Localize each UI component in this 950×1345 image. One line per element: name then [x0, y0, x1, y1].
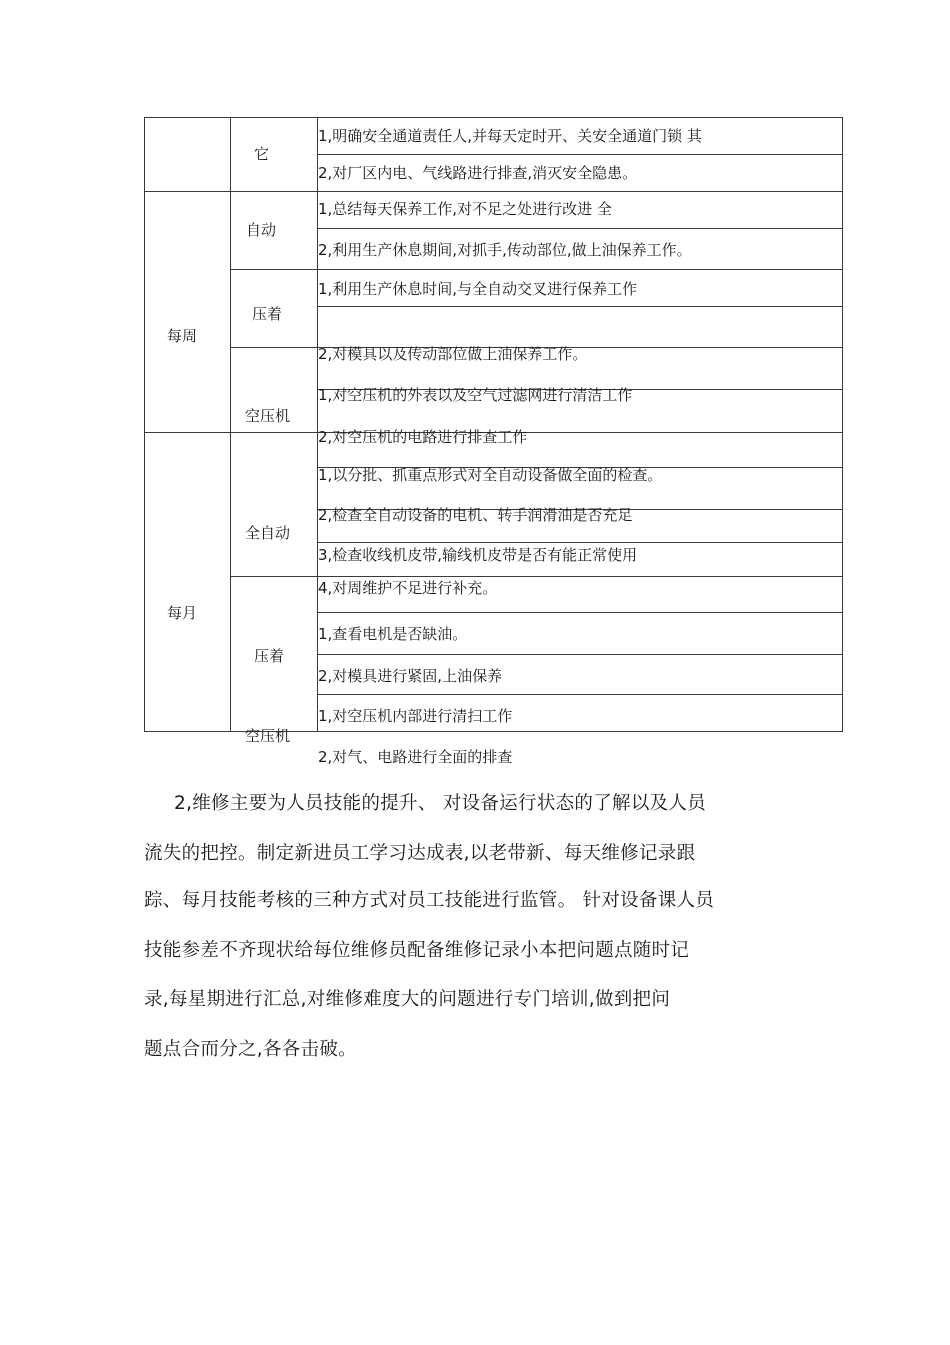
sub-divider	[230, 576, 843, 577]
table-item: 1,总结每天保养工作,对不足之处进行改进 全	[318, 200, 612, 218]
row-divider	[317, 306, 843, 307]
table-item: 2,对模具进行紧固,上油保养	[318, 667, 503, 685]
table-item: 1,对空压机内部进行清扫工作	[318, 707, 513, 725]
sub-label: 它	[254, 145, 270, 163]
sub-label: 压着	[254, 647, 285, 665]
table-border-top	[144, 117, 843, 118]
table-item: 1,查看电机是否缺油。	[318, 625, 468, 643]
row-divider	[317, 612, 843, 613]
paragraph-line: 题点合而分之,各各击破。	[144, 1039, 357, 1060]
table-item: 1,利用生产休息时间,与全自动交叉进行保养工作	[318, 280, 638, 298]
paragraph-line: 踪、每月技能考核的三种方式对员工技能进行监管。 针对设备课人员	[144, 890, 715, 911]
table-item: 2,检查全自动设备的电机、转手润滑油是否充足	[318, 506, 633, 524]
table-border-right	[842, 117, 843, 732]
table-item: 1,以分批、抓重点形式对全自动设备做全面的检查。	[318, 466, 663, 484]
table-item: 3,检查收线机皮带,输线机皮带是否有能正常使用	[318, 546, 638, 564]
table-item: 2,对厂区内电、气线路进行排查,消灭安全隐患。	[318, 164, 638, 182]
paragraph-line: 流失的把控。制定新进员工学习达成表,以老带新、每天维修记录跟	[144, 843, 696, 864]
table-item: 2,对气、电路进行全面的排查	[318, 748, 513, 766]
table-item: 2,对模具以及传动部位做上油保养工作。	[318, 345, 588, 363]
sub-divider	[230, 269, 843, 270]
group-label-monthly: 每月	[167, 604, 198, 622]
sub-label: 空压机	[245, 407, 291, 425]
table-group-divider	[144, 191, 843, 192]
row-divider	[317, 654, 843, 655]
row-divider	[317, 228, 843, 229]
group-label-weekly: 每周	[167, 327, 198, 345]
table-border-left	[144, 117, 145, 732]
paragraph-line: 2,维修主要为人员技能的提升、 对设备运行状态的了解以及人员	[174, 793, 707, 814]
sub-label: 全自动	[245, 524, 291, 542]
table-item: 2,利用生产休息期间,对抓手,传动部位,做上油保养工作。	[318, 241, 692, 259]
table-divider-col1	[230, 117, 231, 732]
table-item: 1,对空压机的外表以及空气过滤网进行清洁工作	[318, 386, 633, 404]
paragraph-line: 录,每星期进行汇总,对维修难度大的问题进行专门培训,做到把问	[144, 989, 671, 1010]
row-divider	[317, 694, 843, 695]
sub-label: 空压机	[245, 727, 291, 745]
paragraph-line: 技能参差不齐现状给每位维修员配备维修记录小本把问题点随时记	[144, 940, 690, 961]
sub-label: 自动	[246, 221, 277, 239]
sub-label: 压着	[252, 305, 283, 323]
row-divider	[317, 154, 843, 155]
table-item: 2,对空压机的电路进行排查工作	[318, 428, 528, 446]
table-item: 4,对周维护不足进行补充。	[318, 579, 498, 597]
table-item: 1,明确安全通道责任人,并每天定时开、关安全通道门锁 其	[318, 127, 702, 145]
row-divider	[317, 542, 843, 543]
